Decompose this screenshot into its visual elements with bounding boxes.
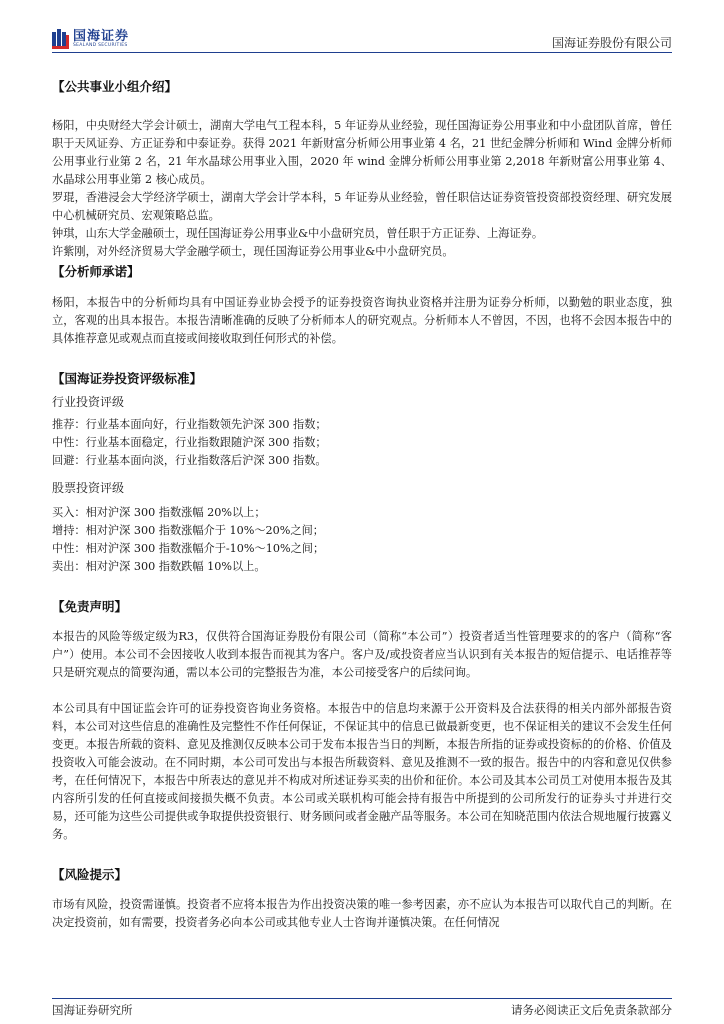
risk-section-title: 【风险提示】 [52,867,128,882]
company-logo [52,28,129,50]
logo-english-name: SEALAND SECURITIES [73,42,128,48]
stock-rating-item: 中性：相对沪深 300 指数涨幅介于-10%～10%之间； [52,542,325,555]
footer-notice: 请务必阅读正文后免责条款部分 [511,1003,672,1017]
header-company-name: 国海证券股份有限公司 [551,36,672,50]
stock-rating-heading: 股票投资评级 [52,481,125,495]
disclaimer-paragraph: 本公司具有中国证监会许可的证券投资咨询业务资格。本报告中的信息均来源于公开资料及合法获得的相关内部外部报告资料，本公司对这些信息的准确性及完整性不作任何保证，不保证其中的信息已做最新变更，也不保证相关的建议不会发生任何变更。本报告所载的资料、意见及推测仅反映本公司于发布本报告当日的判断，本报告所指的证券或投资标的的价格、价值及投资收入可能会波动。在不同时期，本公司可发出与本报告所载资料、意见及推测不一致的报告。报告中的内容和意见仅供参考，在任何情况下，本报告中所表达的意见并不构成对所述证券买卖的出价和征价。本公司及其本公司员工对使用本报告及其内容所引发的任何直接或间接损失概不负责。本公司或关联机构可能会持有报告中所提到的公司所发行的证券头寸并进行交易，还可能为这些公司提供或争取提供投资银行、财务顾问或者金融产品等服务。本公司在知晓范围内依法合规地履行披露义务。 [52,702,672,841]
logo-mark-icon [52,29,70,49]
industry-rating-heading: 行业投资评级 [52,395,125,409]
industry-rating-item: 推荐：行业基本面向好，行业指数领先沪深 300 指数； [52,418,327,431]
team-bio-yangyang: 杨阳，中央财经大学会计硕士，湖南大学电气工程本科，5 年证券从业经验，现任国海证券公用事业和中小盘团队首席，曾任职于天风证券、方正证券和中泰证券。获得 2021 年新财富分析师公用事业第 4 名，21 世纪金牌分析师和 Wind 金牌分析师公用事业行业第 2 名，21 年水晶球公用事业入围，2020 年 wind 金牌分析师公用事业第 2,2018 年新财富公用事业第 4、水晶球公用事业第 2 核心成员。 [52,119,672,186]
footer-institute: 国海证券研究所 [52,1003,133,1017]
stock-rating-item: 增持：相对沪深 300 指数涨幅介于 10%～20%之间； [52,524,324,537]
industry-rating-item: 中性：行业基本面稳定，行业指数跟随沪深 300 指数； [52,436,327,449]
commitment-section-title: 【分析师承诺】 [52,264,140,279]
team-section-title: 【公共事业小组介绍】 [52,79,178,94]
logo-chinese-name: 国海证券 [73,28,130,44]
footer-divider [52,998,672,999]
risk-paragraph: 市场有风险，投资需谨慎。投资者不应将本报告为作出投资决策的唯一参考因素，亦不应认为本报告可以取代自己的判断。在决定投资前，如有需要，投资者务必向本公司或其他专业人士咨询并谨慎决策。在任何情况 [52,898,672,929]
header-divider [52,52,672,53]
industry-rating-item: 回避：行业基本面向淡，行业指数落后沪深 300 指数。 [52,454,327,467]
team-bio-xuzigang: 许紫刚，对外经济贸易大学金融学硕士，现任国海证券公用事业&中小盘研究员。 [52,245,454,258]
disclaimer-paragraph: 本报告的风险等级定级为R3，仅供符合国海证券股份有限公司（简称“本公司”）投资者适当性管理要求的的客户（简称“客户”）使用。本公司不会因接收人收到本报告而视其为客户。客户及/或投资者应当认识到有关本报告的短信提示、电话推荐等只是研究观点的简要沟通，需以本公司的完整报告为准，本公司接受客户的后续问询。 [52,630,672,679]
disclaimer-section-title: 【免责声明】 [52,599,128,614]
commitment-paragraph: 杨阳，本报告中的分析师均具有中国证券业协会授予的证券投资咨询执业资格并注册为证券分析师，以勤勉的职业态度，独立，客观的出具本报告。本报告清晰准确的反映了分析师本人的研究观点。分析师本人不曾因，不因，也将不会因本报告中的具体推荐意见或观点而直接或间接收取到任何形式的补偿。 [52,296,672,345]
team-bio-zhongqi: 钟琪，山东大学金融硕士，现任国海证券公用事业&中小盘研究员，曾任职于方正证券、上海证券。 [52,227,544,240]
team-bio-luokun: 罗琨，香港浸会大学经济学硕士，湖南大学会计学本科，5 年证券从业经验，曾任职信达证券资管投资部投资经理、研究发展中心机械研究员、宏观策略总监。 [52,191,672,222]
stock-rating-item: 卖出：相对沪深 300 指数跌幅 10%以上。 [52,560,266,573]
rating-section-title: 【国海证券投资评级标准】 [52,371,203,386]
report-body [52,78,672,932]
page-header [52,26,672,52]
stock-rating-item: 买入：相对沪深 300 指数涨幅 20%以上； [52,506,266,519]
